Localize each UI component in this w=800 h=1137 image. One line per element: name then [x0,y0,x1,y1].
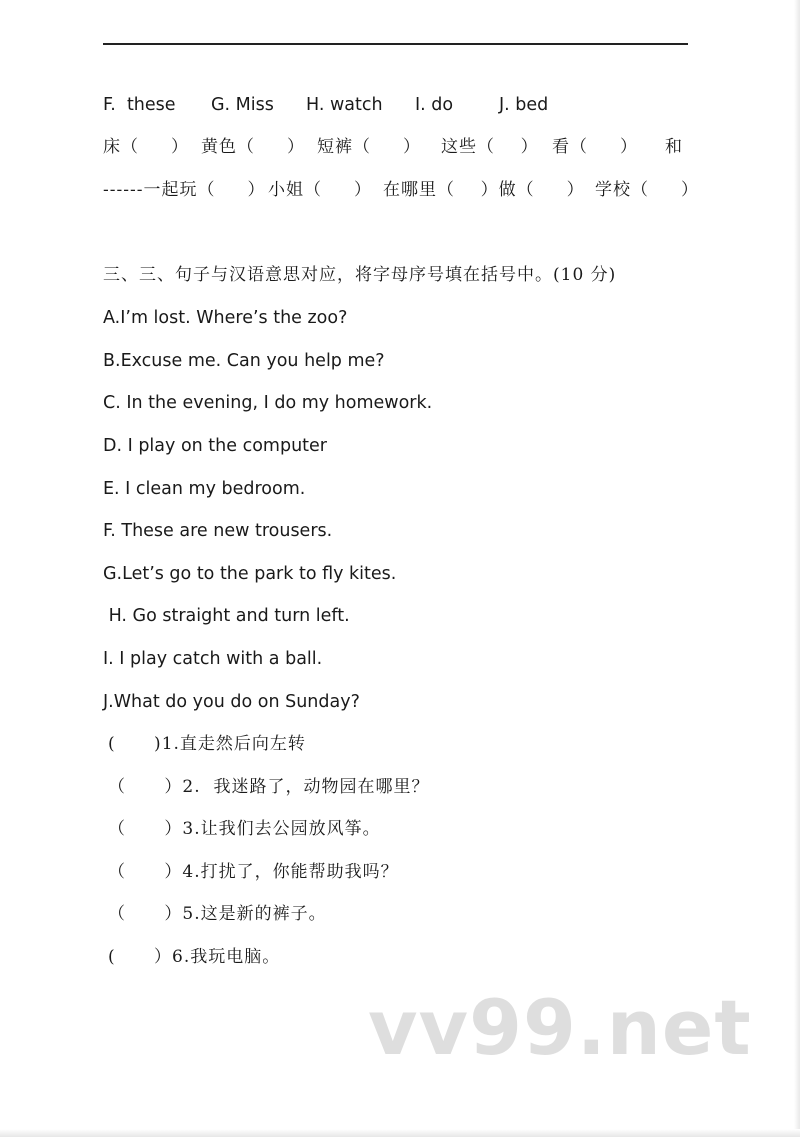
sentence-f: F. These are new trousers. [103,521,333,541]
vocab-item: 学校（ ） [595,180,700,200]
option-j: J. bed [499,95,549,115]
sentence-h: H. Go straight and turn left. [103,606,350,626]
watermark: vv99.net [368,983,752,1072]
vocab-item: 看（ ） [552,137,639,157]
sentence-b: B.Excuse me. Can you help me? [103,351,385,371]
vocab-item: 床（ ） [103,137,190,157]
sentence-j: J.What do you do on Sunday? [103,692,360,712]
vocab-item: 短裤（ ） [317,137,422,157]
answer-line-1: ( )1.直走然后向左转 [108,734,306,754]
vocab-item: 和 [665,137,683,157]
sentence-i: I. I play catch with a ball. [103,649,323,669]
answer-line-3: （ ）3.让我们去公园放风筝。 [108,819,381,839]
page-edge-shadow [0,1129,800,1137]
sentence-c: C. In the evening, I do my homework. [103,393,433,413]
vocab-item: 小姐（ ） [268,180,373,200]
vocab-item: 黄色（ ） [201,137,306,157]
vocab-item: 这些（ ） [441,137,539,157]
option-h: H. watch [306,95,383,115]
vocab-item: ------一起玩（ ） [103,180,266,200]
sentence-g: G.Let’s go to the park to fly kites. [103,564,397,584]
option-i: I. do [415,95,454,115]
answer-line-5: （ ）5.这是新的裤子。 [108,904,327,924]
sentence-a: A.I’m lost. Where’s the zoo? [103,308,348,328]
option-g: G. Miss [211,95,274,115]
answer-line-6: ( ）6.我玩电脑。 [108,947,281,967]
sentence-d: D. I play on the computer [103,436,327,456]
answer-line-4: （ ）4.打扰了，你能帮助我吗？ [108,862,399,882]
answer-line-2: （ ）2. 我迷路了，动物园在哪里？ [108,777,430,797]
top-rule [103,43,688,45]
page-edge-shadow [794,0,800,1137]
option-f: F. these [103,95,176,115]
section-heading: 三、三、句子与汉语意思对应，将字母序号填在括号中。(10 分) [103,265,617,285]
vocab-item: 在哪里（ ）做（ ） [383,180,585,200]
sentence-e: E. I clean my bedroom. [103,479,306,499]
